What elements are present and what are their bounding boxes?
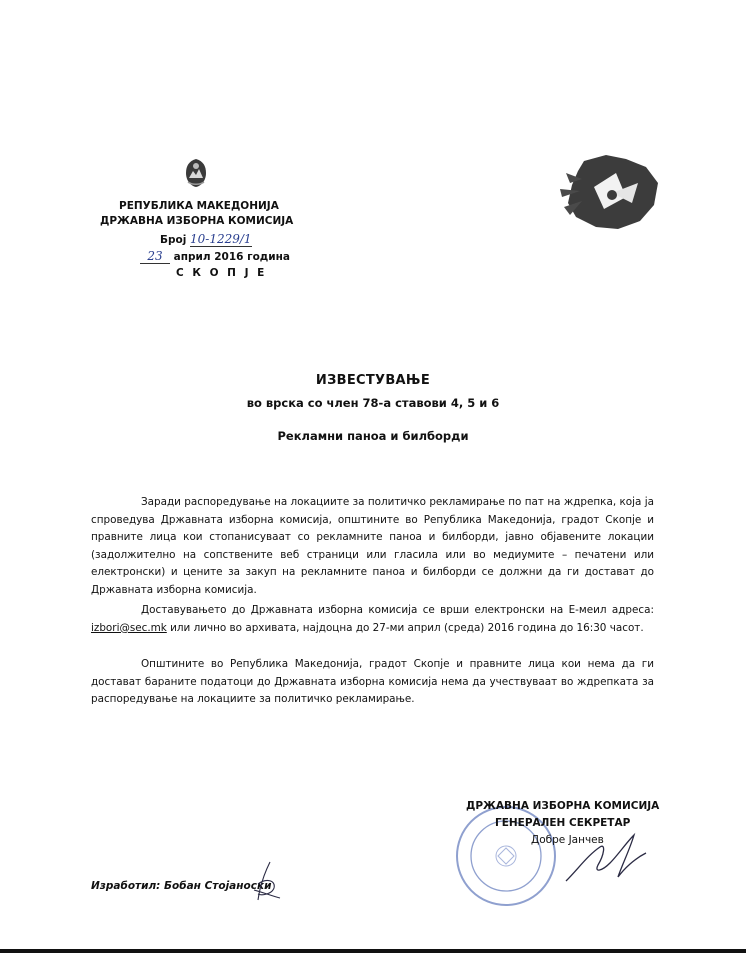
- handwritten-signature-icon: [560, 825, 650, 890]
- sec-logo-icon: [554, 153, 660, 231]
- scan-bottom-edge: [0, 949, 746, 953]
- document-date: [140, 249, 290, 264]
- paragraph-1-text: Заради распоредување на локациите за политичко рекламирање по пат на ждрепка, која ја спроведува Државната изборна комисија, општините во Република Македонија, градот Скопје и правните лица кои стопанисуваат со рекламните паноа и билборди, јавно објавените локации (задолжително на сопствените веб страници или гласила или во медиумите – печатени или електронски) и цените за закуп на рекламните паноа и билборди се должни да ги достават до Државната изборна комисија.: [91, 496, 654, 596]
- date-day: 23: [140, 249, 170, 264]
- number-value: 10-1229/1: [190, 232, 252, 246]
- coat-of-arms-icon: [184, 158, 208, 188]
- prepared-by: Изработил: Бобан Стојаноски: [91, 880, 272, 892]
- document-title: ИЗВЕСТУВАЊЕ: [315, 373, 431, 388]
- number-label: Број: [160, 234, 187, 246]
- body-paragraph-2: [91, 602, 654, 637]
- paragraph-2-rest: или лично во архивата, најдоцна до 27-ми април (среда) 2016 година до 16:30 часот.: [166, 621, 644, 634]
- signature-org: ДРЖАВНА ИЗБОРНА КОМИСИЈА: [466, 800, 660, 812]
- body-paragraph-3: [91, 656, 654, 709]
- commission-name: ДРЖАВНА ИЗБОРНА КОМИСИЈА: [100, 215, 294, 227]
- paragraph-2-text: Доставувањето до Државната изборна комисија се врши електронски на Е-меил адреса:: [141, 604, 654, 616]
- city-name: С К О П Ј Е: [176, 267, 267, 279]
- date-text: април 2016 година: [173, 251, 290, 263]
- email-link[interactable]: izbori@sec.mk: [91, 621, 167, 634]
- document-subtitle: во врска со член 78-а ставови 4, 5 и 6: [246, 396, 500, 410]
- signature-name: Добре Јанчев: [531, 834, 604, 846]
- country-name: РЕПУБЛИКА МАКЕДОНИЈА: [119, 200, 279, 212]
- reference-number: [160, 232, 252, 247]
- paragraph-3-text: Општините во Република Македонија, градот Скопје и правните лица кои нема да ги достават бараните податоци до Државната изборна комисија нема да учествуваат во ждрепката за распоредување на локациите за политичко рекламирање.: [91, 658, 654, 706]
- signature-role: ГЕНЕРАЛЕН СЕКРЕТАР: [495, 817, 631, 829]
- body-paragraph-1: [91, 494, 654, 600]
- initials-signature-icon: [250, 860, 284, 904]
- document-topic: Рекламни паноа и билборди: [277, 429, 469, 443]
